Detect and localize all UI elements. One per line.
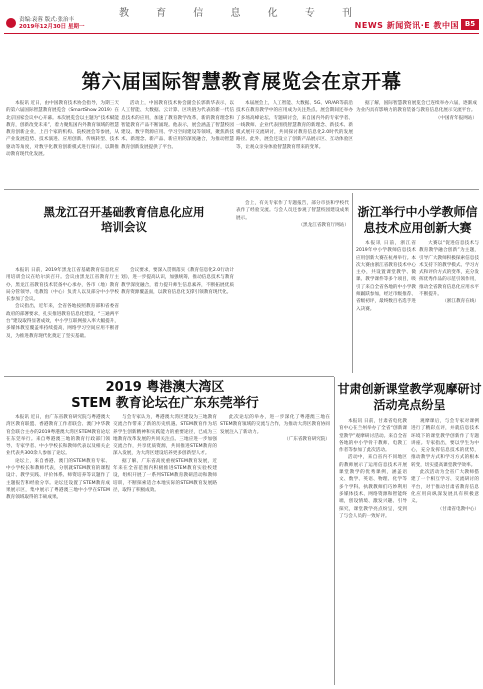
- article-4-source: （甘肃省电教中心）: [437, 506, 479, 512]
- article-5-column-3: [220, 414, 330, 686]
- article-1-paragraph: 本报讯 近日，由中国教育技术协会指导，为期三天的第六届国际智慧教育展览会（SmartShow 2019）在北京国家会议中心开幕。本次展览会以主题为“技术赋能教育，创新改变未来”，着力聚焦国内外教育领域的智慧教育创新企业，上百个家的机构、院校展会等参展，从产业发展趋势、技术演进、应用创新、传统转型、技术驱动等角度，对数字化教育创新模式进行探讨，以期推动教育现代化发展。: [6, 101, 119, 158]
- masthead: [0, 0, 483, 34]
- divider: [4, 376, 334, 377]
- page-number: B5: [461, 19, 479, 30]
- article-3-source: （浙江教育在线）: [442, 299, 479, 305]
- newspaper-logo-icon: [6, 18, 16, 28]
- article-3-column-2: [419, 240, 479, 375]
- divider: [4, 189, 479, 190]
- article-4-paragraph: 观摩课后，与会专家对课例进行了精彩点评，并就信息技术环境下的课堂教学创新作了专题讲座。专家指出，要以学生为中心，充分发挥信息技术的优势，推动教学方式和学习方式的根本转变，切实提高课堂教学效率。: [411, 419, 479, 468]
- article-1-paragraph: 活动上，中国教育技术协会副会长郭新华表示，以人工智能、大数据、云计算、区块链为代表的新一代信息技术的应用，加速了教育教学改革，新的教育理念和智能教育产品不断涌现。他表示，展会涵盖了智慧校园建设、数字资源应用、学习空间建设等领域，聚焦新技术、新理念、新产品、新应用的深度融合，为推动智慧教育创新发展提供了平台。: [121, 101, 234, 150]
- article-1-paragraph: 本届展会上，人工智能、大数据、5G、VR/AR等前沿技术在教育教学中的应用成为关注热点。展会期间还举办了多场高峰论坛、专题研讨会，来自国内外的专家学者、一线教师、企业代表围绕智慧教育的新理念、新技术、新模式展开交流研讨，共同探讨教育信息化2.0时代的发展路径。此外，展会还设立了创新产品展示区、互动体验区等，让观众亲身体验智慧教育带来的变革。: [236, 101, 353, 150]
- section-name: NEWS 新闻资讯·E 教中国: [354, 21, 459, 30]
- article-5-paragraph: 与会专家认为，粤港澳大湾区建设为三地教育交流合作带来了新的历史机遇。STEM教育作为培养学生创新精神和实践能力的重要途径，已成为三地教育改革发展的共同关注点。三地应进一步加强交流合作，共享优质资源，共同推进STEM教育的深入发展，为大湾区建设培养更多创新型人才。: [113, 415, 217, 457]
- article-5-title: 2019 粤港澳大湾区 STEM 教育论坛在广东东莞举行: [71, 380, 259, 411]
- article-2-source: （黑龙江省教育厅网站）: [298, 222, 349, 228]
- masthead-info: [19, 17, 85, 31]
- article-1-column-4: [356, 100, 477, 185]
- article-1-column-3: [236, 100, 353, 185]
- article-1-source: （中国青年报网站）: [435, 115, 477, 121]
- article-4-paragraph: 此次活动为全省广大教师搭建了一个相互学习、交流研讨的平台，对于推动甘肃省教育信息化应用向纵深发展具有积极意义。: [411, 470, 479, 505]
- article-4-paragraph: 活动中，来自省内不同地区的教师展示了运用信息技术开展课堂教学的优秀课例，涵盖语文、数学、英语、物理、化学等多个学科。执教教师们巧妙利用多媒体技术、网络资源和智能终端，创设情境、激发兴趣、引导探究，课堂教学亮点纷呈，受到了与会人员的一致好评。: [339, 455, 407, 519]
- article-5-paragraph: 据了解，广东省高度重视STEM教育发展，近年来在全省范围内积极推进STEM教育实验校建设，组织开展了一系列STEM教育教研活动和教师培训，不断探索适合本地实际的STEM教育发展路径，取得了积极成效。: [113, 458, 217, 493]
- article-5-paragraph: 本报讯 近日，由广东省教育研究院与粤港澳大湾区教育联盟、香港教育工作者联会、澳门中华教育会联合主办的2019粤港澳大湾区STEM教育论坛在东莞举行。来自粤港澳三地的教育行政部门领导、专家学者、中小学校长和教师代表以及相关企业代表共300余人参加了论坛。: [6, 415, 110, 457]
- article-4-column-2: [411, 418, 479, 686]
- article-4-column-1: [339, 418, 407, 686]
- date-line: 2019年12月30日 星期一: [19, 24, 85, 30]
- article-2-title: 黑龙江召开基础教育信息化应用培训会议: [43, 205, 205, 234]
- article-5-column-1: [6, 414, 110, 686]
- article-4-title: 甘肃创新课堂教学观摩研讨活动亮点纷呈: [337, 382, 482, 412]
- article-3-column-1: [356, 240, 416, 375]
- article-2-column-3: [236, 200, 349, 367]
- article-5-source: （广东省教育研究院）: [284, 436, 330, 442]
- editor-line: 责编:袁蓉 版式:张治丰: [19, 17, 74, 23]
- article-2-paragraph: 本报讯 日前，2019年黑龙江省基础教育信息化应用培训会议在哈尔滨召开。会议由黑龙江省教育厅主办，黑龙江省教育技术装备中心承办，各市（地）教育局分管领导、电教馆（中心）负责人以及部分中小学校长参加了会议。: [6, 268, 119, 303]
- article-5-paragraph: 此次论坛的举办，进一步深化了粤港澳三地在STEM教育领域的交流与合作，为推动大湾区教育协同发展注入了新动力。: [220, 415, 330, 435]
- article-2-column-2: [121, 267, 234, 367]
- article-1-column-1: [6, 100, 119, 185]
- article-2-paragraph: 会上，有关专家作了专题报告，部分市县和学校代表作了经验交流。与会人员还参观了智慧校园建设成果展示。: [236, 201, 349, 221]
- vertical-divider: [334, 377, 335, 685]
- masthead-rule: [4, 33, 479, 34]
- article-5-column-2: [113, 414, 217, 686]
- page-headline: 第六届国际智慧教育展览会在京开幕: [81, 70, 402, 93]
- section-title: 教 育 信 息 化 专 刊: [118, 8, 365, 19]
- article-3-paragraph: 本报讯 日前，浙江省2019年中小学教师信息技术应用创新大赛在杭州举行。本次大赛由浙江省教育技术中心主办，共设置课堂教学、微课、教学课件等多个项目，吸引了来自全省各地的中小学教师踊跃参加，经过市级推荐、省级初评，最终数百名选手进入决赛。: [356, 241, 416, 312]
- article-4-paragraph: 本报讯 日前，甘肃省电化教育中心在兰州举办了全省“创新课堂教学”观摩研讨活动。来自全省各地的中小学骨干教师、电教工作者等参加了此次活动。: [339, 419, 407, 454]
- article-3-title: 浙江举行中小学教师信息技术应用创新大赛: [357, 205, 478, 235]
- article-2-column-1: [6, 267, 119, 367]
- article-1-paragraph: 据了解，国际智慧教育展览会已连续举办六届，逐渐成为业内具有影响力的教育装备与教育信息化展示交流平台。: [356, 101, 477, 114]
- article-2-paragraph: 会议指出，近年来，全省各地按照教育部和省委省政府的部署要求，扎实推进教育信息化建设，“三通两平台”建设取得显著成效，中小学互联网接入率大幅提升，多媒体教室覆盖率持续提高，网络学习空间应用不断普及，为推进教育现代化奠定了坚实基础。: [6, 304, 119, 339]
- article-1-column-2: [121, 100, 234, 185]
- article-2-paragraph: 会议要求，要深入贯彻落实《教育信息化2.0行动计划》，进一步提高认识，加强统筹，推动信息技术与教育教学深度融合，着力提升师生信息素养，不断拓展优质教育资源覆盖面，以教育信息化支撑引领教育现代化。: [121, 268, 234, 295]
- article-5-paragraph: 论坛上，来自香港、澳门的STEM教育专家、中小学校长和教师代表，分别就STEM教育的课程设计、教学实践、评价体系、师资培养等议题作了主题报告和经验分享。论坛还设置了STEM教育成果展示区，集中展示了粤港澳三地中小学在STEM教育领域取得的丰硕成果。: [6, 458, 110, 501]
- article-3-paragraph: 大赛以“促进信息技术与教育教学融合创新”为主题，引导广大教师积极探索信息技术支持下的教学模式、学习方式和评价方式的变革，充分发挥优秀作品的示范引领作用，推动全省教育信息化应用水平不断提升。: [419, 241, 479, 298]
